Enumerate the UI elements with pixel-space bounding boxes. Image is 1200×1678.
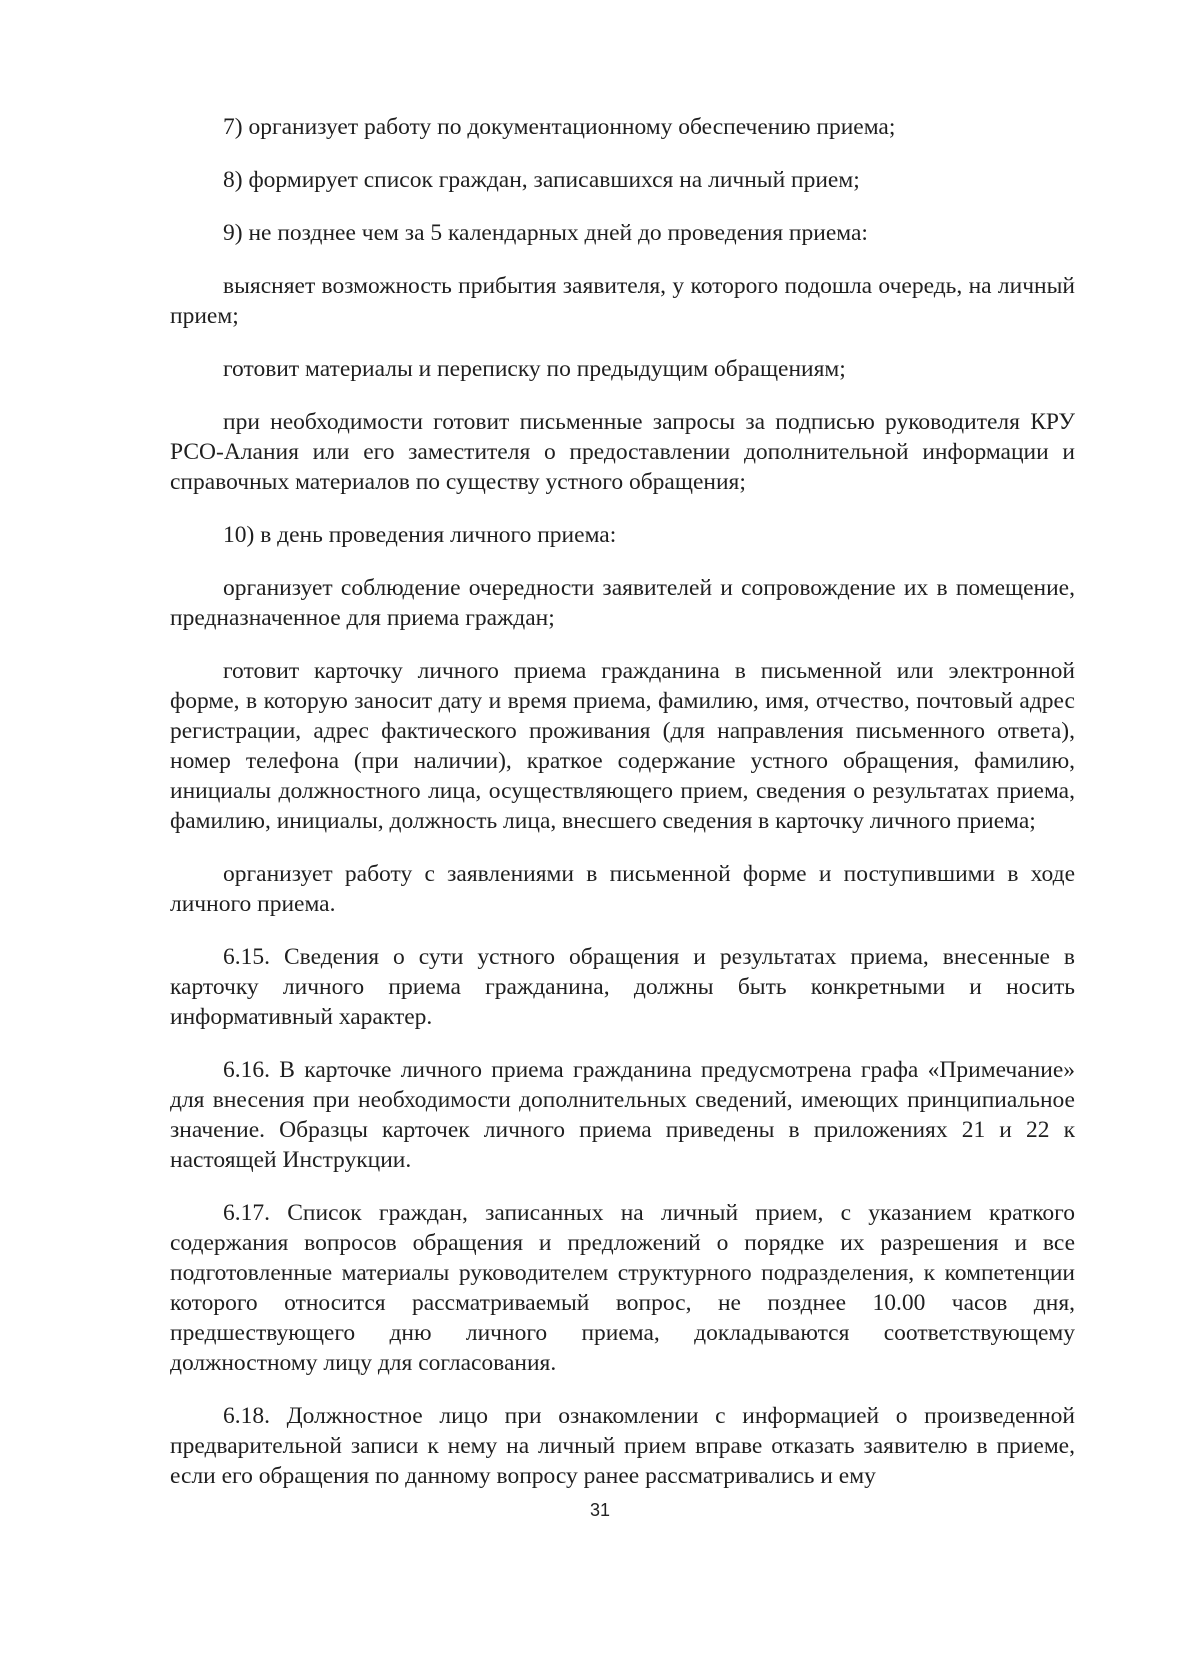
page-number: 31 — [589, 1500, 611, 1520]
paragraph-clarify-arrival: выясняет возможность прибытия заявителя, у которого подошла очередь, на личный прием; — [170, 273, 1075, 329]
paragraph-written-requests: при необходимости готовит письменные запросы за подписью руководителя КРУ РСО-Алания или его заместителя о предоставлении дополнительной информации и справочных материалов по существу устного обращения; — [170, 409, 1075, 495]
paragraph-item-8: 8) формирует список граждан, записавшихся на личный прием; — [223, 167, 860, 193]
paragraph-item-9: 9) не позднее чем за 5 календарных дней до проведения приема: — [223, 220, 868, 246]
section-6-15: 6.15. Сведения о сути устного обращения и результатах приема, внесенные в карточку личного приема гражданина, должны быть конкретными и носить информативный характер. — [170, 944, 1075, 1030]
paragraph-reception-card: готовит карточку личного приема гражданина в письменной или электронной форме, в которую заносит дату и время приема, фамилию, имя, отчество, почтовый адрес регистрации, адрес фактического проживания (для направления письменного ответа), номер телефона (при наличии), краткое содержание устного обращения, фамилию, инициалы должностного лица, осуществляющего прием, сведения о результатах приема, фамилию, инициалы, должность лица, внесшего сведения в карточку личного приема; — [170, 658, 1075, 834]
paragraph-organize-queue: организует соблюдение очередности заявителей и сопровождение их в помещение, предназначенное для приема граждан; — [170, 575, 1075, 631]
paragraph-prepare-materials: готовит материалы и переписку по предыдущим обращениям; — [223, 356, 846, 382]
section-6-18: 6.18. Должностное лицо при ознакомлении с информацией о произведенной предварительной записи к нему на личный прием вправе отказать заявителю в приеме, если его обращения по данному вопросу ранее рассматривались и ему — [170, 1403, 1075, 1489]
paragraph-item-10: 10) в день проведения личного приема: — [223, 522, 617, 548]
paragraph-item-7: 7) организует работу по документационному обеспечению приема; — [223, 114, 896, 140]
section-6-16: 6.16. В карточке личного приема гражданина предусмотрена графа «Примечание» для внесения при необходимости дополнительных сведений, имеющих принципиальное значение. Образцы карточек личного приема приведены в приложениях 21 и 22 к настоящей Инструкции. — [170, 1057, 1075, 1173]
section-6-17: 6.17. Список граждан, записанных на личный прием, с указанием краткого содержания вопросов обращения и предложений о порядке их разрешения и все подготовленные материалы руководителем структурного подразделения, к компетенции которого относится рассматриваемый вопрос, не позднее 10.00 часов дня, предшествующего дню личного приема, докладываются соответствующему должностному лицу для согласования. — [170, 1200, 1075, 1376]
document-body — [170, 112, 1075, 1512]
paragraph-written-statements: организует работу с заявлениями в письменной форме и поступившими в ходе личного приема. — [170, 861, 1075, 917]
